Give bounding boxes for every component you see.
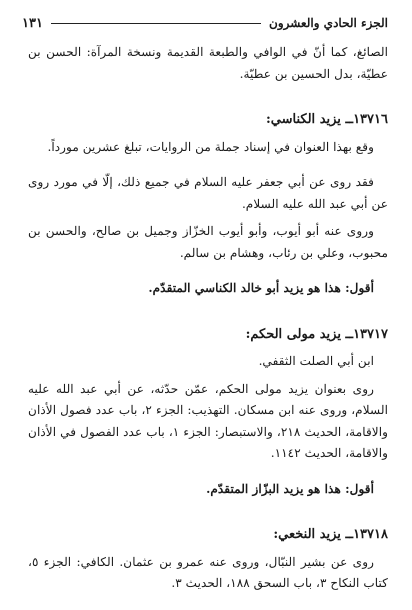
entry-paragraph: روى عن بشير النبّال، وروى عنه عمرو بن عثمان. الكافي: الجزء ٥، كتاب النكاح ٣، باب السحق ١٨٨، الحديث ٣.: [28, 554, 388, 590]
running-title: الجزء الحادي والعشرون: [269, 16, 388, 30]
page-body: [28, 42, 388, 595]
entry-note: أقول: هذا هو يزيد أبو خالد الكناسي المتقدّم.: [148, 281, 374, 295]
entry-title: ١٣٧١٦ــ يزيد الكناسي:: [266, 112, 388, 127]
intro-paragraph: الصائغ، كما أنّ في الوافي والطبعة القديمة ونسخة المرآة: الحسن بن عطيّة، بدل الحسين بن عطيّة.: [28, 45, 388, 81]
entry-13717: [28, 324, 388, 501]
entry-title: ١٣٧١٨ــ يزيد النخعي:: [273, 527, 388, 542]
entry-paragraph: وروى عنه أبو أيوب، وأبو أيوب الخزّاز وجميل بن صالح، والحسن بن محبوب، وعلي بن رئاب، وهشام بن سالم.: [28, 224, 388, 260]
entry-13718: [28, 524, 388, 595]
entry-title: ١٣٧١٧ــ يزيد مولى الحكم:: [245, 326, 388, 342]
entry-note: أقول: هذا هو يزيد البزّاز المتقدّم.: [206, 481, 374, 496]
entry-paragraph: روى بعنوان يزيد مولى الحكم، عمّن حدّثه، عن أبي عبد الله عليه السلام، وروى عنه ابن مسكان. التهذيب: الجزء ٢، باب عدد فصول الأذان والاقامة، الحديث ٢١٨، والاستبصار: الجزء ١، باب عدد الفصول في الأذان والاقامة، الحديث ١١٤٢.: [28, 381, 388, 460]
entry-paragraph: ابن أبي الصلت الثقفي.: [258, 354, 374, 368]
entry-paragraph: وقع بهذا العنوان في إسناد جملة من الروايات، تبلغ عشرين مورداً.: [47, 139, 374, 154]
entry-paragraph: فقد روى عن أبي جعفر عليه السلام في جميع ذلك، إلّا في مورد روى عن أبي عبد الله عليه السلام.: [28, 175, 388, 211]
header-rule: [51, 23, 261, 24]
page-number: ١٣١: [22, 15, 43, 31]
entry-13716: [28, 109, 388, 300]
page-header: [22, 12, 388, 34]
